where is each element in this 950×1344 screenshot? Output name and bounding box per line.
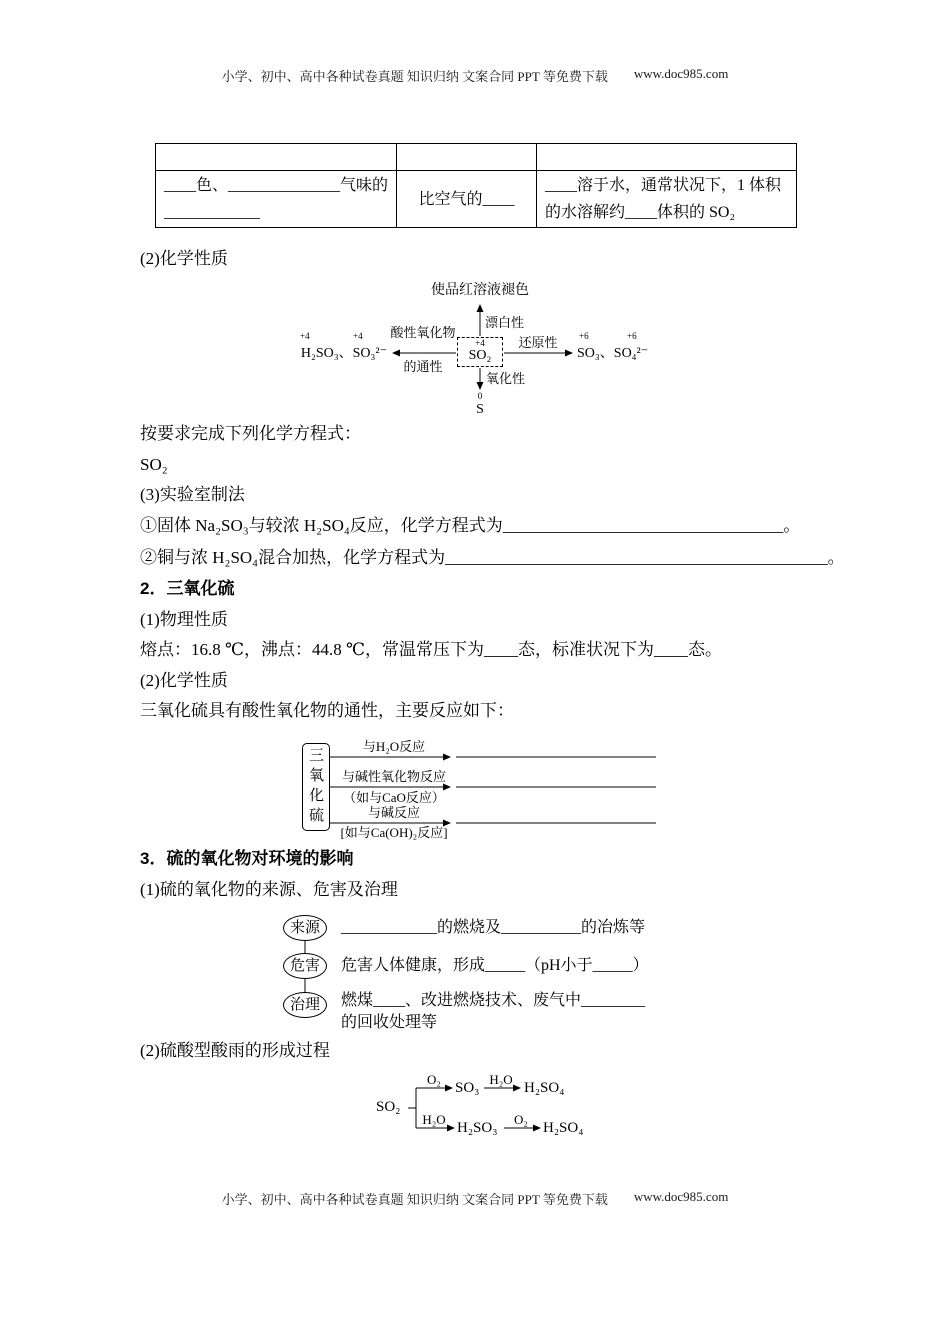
- section-chemical-properties: (2)化学性质: [140, 249, 228, 268]
- harm-node: 危害: [283, 953, 327, 979]
- footer-download-note: 小学、初中、高中各种试卷真题 知识归纳 文案合同 PPT 等免费下载: [221, 1192, 608, 1207]
- oxygen-reagent-label: O₂: [514, 1112, 528, 1127]
- density-cell: 比空气的____: [397, 171, 537, 228]
- prep-equation-1: ①固体 Na₂SO₃与较浓 H₂SO₄反应，化学方程式为_________________________________。: [140, 516, 801, 535]
- reaction-with-water-label: 与H₂O反应: [362, 739, 426, 754]
- table-row: [156, 171, 797, 228]
- caoh2-example-label: [如与Ca(OH)₂反应]: [340, 825, 448, 840]
- water-reagent-label: H₂O: [489, 1072, 513, 1087]
- heading-environmental-impact: 3．硫的氧化物对环境的影响: [140, 849, 354, 868]
- harm-text: 危害人体健康，形成_____（pH小于_____）: [341, 957, 649, 974]
- so3-intermediate-formula: SO₃: [455, 1080, 480, 1096]
- header-url-link[interactable]: www.doc985.com: [633, 66, 729, 81]
- oxidation-state-plus4: +4: [300, 331, 310, 341]
- oxidation-state-plus4: +4: [353, 331, 363, 341]
- oxidation-state-plus6: +6: [627, 331, 637, 341]
- reducing-property-label: 还原性: [518, 335, 558, 350]
- heading-sulfur-trioxide: 2．三氧化硫: [140, 579, 235, 598]
- physical-properties-table: [155, 143, 797, 228]
- acid-rain-diagram: [370, 1072, 680, 1144]
- sulfur-product-formula: S: [476, 402, 484, 417]
- section-acid-rain-formation: (2)硫酸型酸雨的形成过程: [140, 1041, 330, 1060]
- color-odor-cell: ____色、______________气味的____________: [156, 171, 397, 228]
- oxidation-state-plus4: +4: [475, 338, 485, 348]
- header-download-note: 小学、初中、高中各种试卷真题 知识归纳 文案合同 PPT 等免费下载: [221, 69, 608, 84]
- equation-prompt: 按要求完成下列化学方程式：: [140, 424, 361, 443]
- table-header-cell: [397, 144, 537, 171]
- control-text-line2: 的回收处理等: [341, 1014, 438, 1031]
- reaction-with-base-label: 与碱反应: [367, 805, 420, 820]
- table-header-cell: [537, 144, 797, 171]
- sulfuric-acid-formula: H₂SO₄: [524, 1080, 565, 1096]
- bleaching-property-label: 漂白性: [485, 315, 525, 330]
- so3-vertical-box: 三氧化硫: [302, 743, 330, 831]
- sulfate-products-formula: SO₃、SO₄²⁻: [577, 346, 649, 361]
- sulfite-products-formula: H₂SO₃、SO₃²⁻: [300, 346, 387, 361]
- oxidation-state-zero: 0: [477, 391, 483, 401]
- section-lab-preparation: (3)实验室制法: [140, 485, 245, 504]
- so2-start-formula: SO₂: [376, 1099, 401, 1115]
- cao-example-label: （如与CaO反应）: [343, 790, 445, 805]
- acid-oxide-label-line2: 的通性: [403, 359, 443, 374]
- oxidizing-property-label: 氧化性: [486, 371, 526, 386]
- section-source-harm-control: (1)硫的氧化物的来源、危害及治理: [140, 880, 398, 899]
- page-footer: [0, 1189, 950, 1208]
- oxygen-reagent-label: O₂: [427, 1072, 441, 1087]
- table-header-row: [156, 144, 797, 171]
- prep-equation-2: ②铜与浓 H₂SO₄混合加热，化学方程式为_____________________________________________。: [140, 548, 845, 567]
- so2-label-line: SO₂: [140, 455, 168, 474]
- reaction-with-basic-oxide-label: 与碱性氧化物反应: [341, 769, 446, 784]
- water-reagent-label: H₂O: [422, 1112, 446, 1127]
- so2-properties-diagram: [255, 283, 715, 423]
- melting-boiling-line: 熔点：16.8 ℃，沸点：44.8 ℃，常温常压下为____态，标准状况下为____态。: [140, 640, 723, 659]
- control-text-line1: 燃煤____、改进燃烧技术、废气中________: [341, 992, 646, 1009]
- source-node: 来源: [283, 915, 327, 941]
- so3-intro-line: 三氧化硫具有酸性氧化物的通性，主要反应如下：: [140, 701, 514, 720]
- environment-diagram: [283, 908, 703, 1038]
- page-header: [0, 66, 950, 85]
- solubility-cell: ____溶于水，通常状况下，1 体积的水溶解约____体积的 SO₂: [537, 171, 797, 228]
- fuchsin-bleach-label: 使品红溶液褪色: [431, 283, 529, 298]
- section-chemical-properties-2: (2)化学性质: [140, 671, 228, 690]
- control-node: 治理: [283, 992, 327, 1018]
- section-physical-properties: (1)物理性质: [140, 610, 228, 629]
- table-header-cell: [156, 144, 397, 171]
- oxidation-state-plus6: +6: [579, 331, 589, 341]
- acid-oxide-label-line1: 酸性氧化物: [390, 325, 456, 340]
- sulfuric-acid-formula: H₂SO₄: [543, 1120, 584, 1136]
- footer-url-link[interactable]: www.doc985.com: [633, 1189, 729, 1204]
- so2-center-box: [457, 337, 503, 367]
- source-text: ____________的燃烧及__________的冶炼等: [341, 919, 646, 936]
- so2-formula: SO₂: [468, 348, 492, 363]
- so3-reactions-diagram: [298, 737, 663, 842]
- sulfurous-acid-formula: H₂SO₃: [457, 1120, 498, 1136]
